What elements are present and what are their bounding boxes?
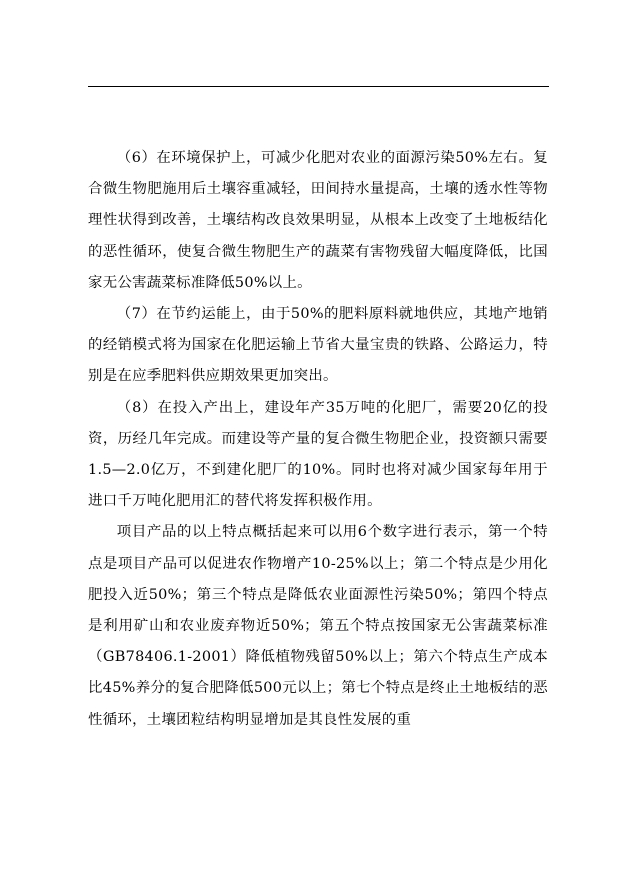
paragraph-input-output: （8）在投入产出上，建设年产35万吨的化肥厂，需要20亿的投资，历经几年完成。而建设等产量的复合微生物肥企业，投资额只需要1.5—2.0亿万，不到建化肥厂的10%。同时也将对减少国家每年用于进口千万吨化肥用汇的替代将发挥积极作用。 xyxy=(88,399,548,510)
paragraph-transport-savings: （7）在节约运能上，由于50%的肥料原料就地供应，其地产地销的经销模式将为国家在化肥运输上节省大量宝贵的铁路、公路运力，特别是在应季肥料供应期效果更加突出。 xyxy=(88,306,548,385)
paragraph-product-features-summary: 项目产品的以上特点概括起来可以用6个数字进行表示，第一个特点是项目产品可以促进农作物增产10-25%以上；第二个特点是少用化肥投入近50%；第三个特点是降低农业面源性污染50%；第四个特点是利用矿山和农业废弃物近50%；第五个特点按国家无公害蔬菜标准（GB78406.1-2001）降低植物残留50%以上；第六个特点生产成本比45%养分的复合肥降低500元以上；第七个特点是终止土地板结的恶性循环，土壤团粒结构明显增加是其良性发展的重 xyxy=(88,524,548,728)
document-body xyxy=(88,143,548,736)
paragraph-environmental-protection: （6）在环境保护上，可减少化肥对农业的面源污染50%左右。复合微生物肥施用后土壤容重减轻，田间持水量提高，土壤的透水性等物理性状得到改善，土壤结构改良效果明显，从根本上改变了土地板结化的恶性循环，使复合微生物肥生产的蔬菜有害物残留大幅度降低，比国家无公害蔬菜标准降低50%以上。 xyxy=(88,150,548,291)
header-rule xyxy=(88,86,549,87)
